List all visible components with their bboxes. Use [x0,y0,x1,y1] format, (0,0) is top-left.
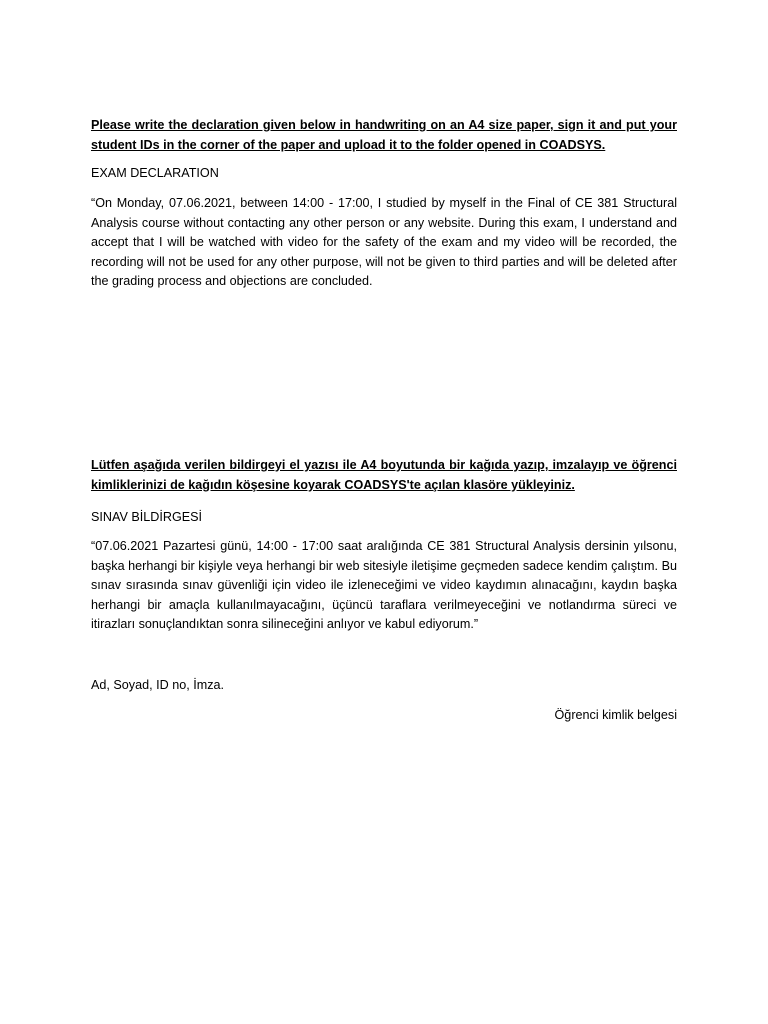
turkish-declaration: “07.06.2021 Pazartesi günü, 14:00 - 17:00 saat aralığında CE 381 Structural Analysis dersinin yılsonu, başka herhangi bir kişiyle veya herhangi bir web sitesiyle iletişime geçmeden sadece kendim çalıştım. Bu sınav sırasında sınav güvenliği için video ile izleneceğimi ve video kaydımın alınacağını, kaydın başka herhangi bir amaçla kullanılmayacağını, üçüncü taraflara verilmeyeceğini ve notlandırma süreci ve itirazları sonuçlandıktan sonra silineceğini anlıyor ve kabul ediyorum.” [91,539,677,632]
signature-line: Ad, Soyad, ID no, İmza. [91,678,224,692]
english-declaration: “On Monday, 07.06.2021, between 14:00 - 17:00, I studied by myself in the Final of CE 381 Structural Analysis course without contacting any other person or any website. During this exam, I understand and accept that I will be watched with video for the safety of the exam and my video will be recorded, the recording will not be used for any other purpose, will not be given to third parties and will be deleted after the grading process and objections are concluded. [91,196,677,289]
turkish-heading: SINAV BİLDİRGESİ [91,510,203,524]
english-heading: EXAM DECLARATION [91,166,219,180]
turkish-instruction: Lütfen aşağıda verilen bildirgeyi el yazısı ile A4 boyutunda bir kağıda yazıp, imzalayıp ve öğrenci kimliklerinizi de kağıdın köşesine koyarak COADSYS'te açılan klasöre yükleyiniz. [91,458,677,492]
english-instruction: Please write the declaration given below in handwriting on an A4 size paper, sign it and put your student IDs in the corner of the paper and upload it to the folder opened in COADSYS. [91,118,677,152]
student-id-note: Öğrenci kimlik belgesi [554,708,677,722]
